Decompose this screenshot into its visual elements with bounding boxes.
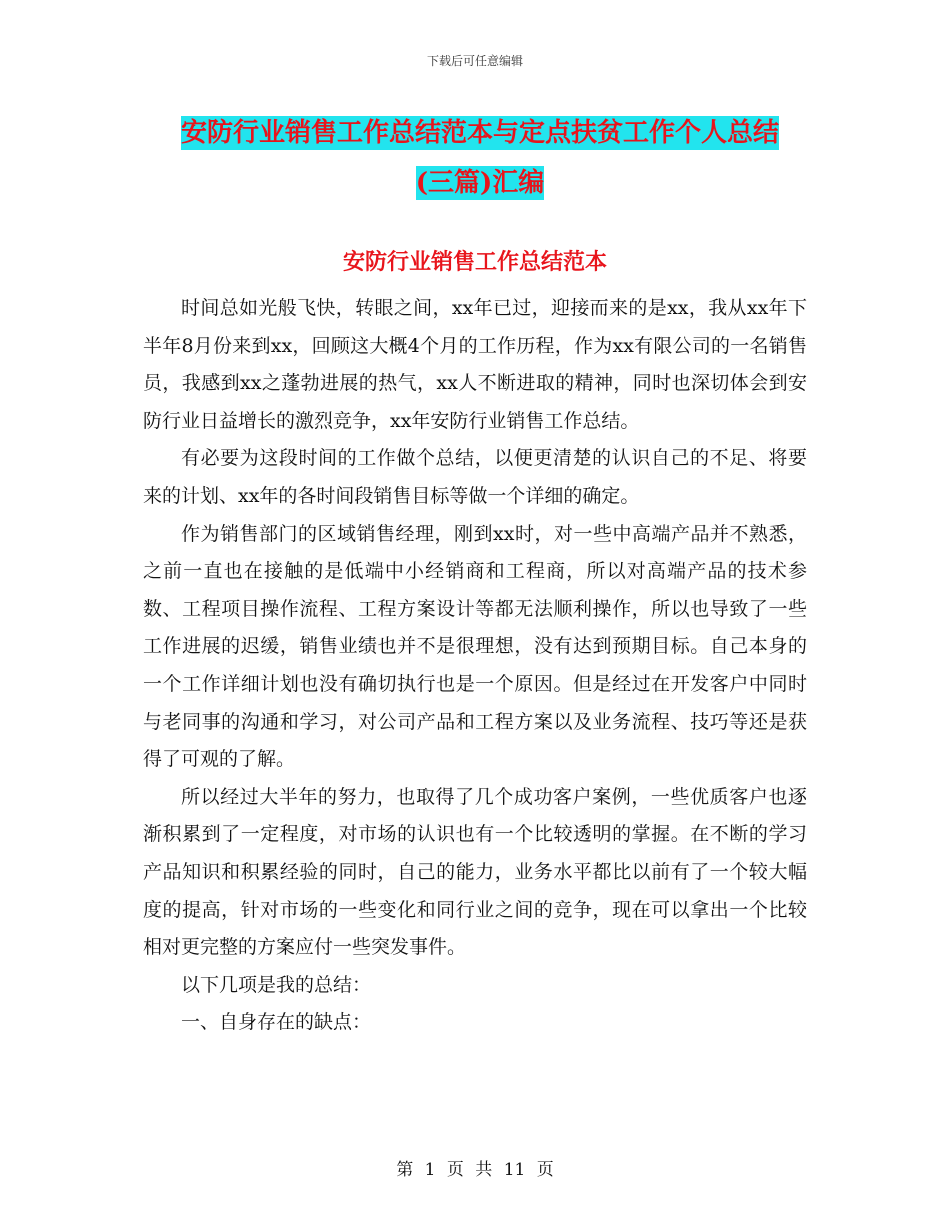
document-title-line2: (三篇)汇编	[415, 168, 545, 198]
paragraph: 所以经过大半年的努力，也取得了几个成功客户案例，一些优质客户也逐渐积累到了一定程度，对市场的认识也有一个比较透明的掌握。在不断的学习产品知识和积累经验的同时，自己的能力，业务水平都比以前有了一个较大幅度的提高，针对市场的一些变化和同行业之间的竞争，现在可以拿出一个比较相对更完整的方案应付一些突发事件。	[143, 785, 807, 959]
document-title-line1: 安防行业销售工作总结范本与定点扶贫工作个人总结	[180, 118, 779, 148]
paragraph: 作为销售部门的区域销售经理，刚到xx时，对一些中高端产品并不熟悉，之前一直也在接触的是低端中小经销商和工程商，所以对高端产品的技术参数、工程项目操作流程、工程方案设计等都无法顺利操作，所以也导致了一些工作进展的迟缓，销售业绩也并不是很理想，没有达到预期目标。自己本身的一个工作详细计划也没有确切执行也是一个原因。但是经过在开发客户中同时与老同事的沟通和学习，对公司产品和工程方案以及业务流程、技巧等还是获得了可观的了解。	[143, 522, 807, 771]
section-title: 安防行业销售工作总结范本	[342, 249, 607, 275]
page-header: 下载后可任意编辑	[426, 54, 523, 68]
paragraph: 有必要为这段时间的工作做个总结，以便更清楚的认识自己的不足、将要来的计划、xx年的各时间段销售目标等做一个详细的确定。	[143, 447, 807, 507]
document-body	[143, 290, 807, 1042]
paragraph: 一、自身存在的缺点：	[181, 1011, 372, 1034]
document-title	[150, 108, 810, 208]
page-footer: 第 1 页 共 11 页	[396, 1160, 554, 1180]
paragraph: 时间总如光般飞快，转眼之间，xx年已过，迎接而来的是xx，我从xx年下半年8月份来到xx，回顾这大概4个月的工作历程，作为xx有限公司的一名销售员，我感到xx之蓬勃进展的热气，xx人不断进取的精神，同时也深切体会到安防行业日益增长的激烈竞争，xx年安防行业销售工作总结。	[143, 297, 807, 432]
paragraph: 以下几项是我的总结：	[181, 973, 372, 996]
